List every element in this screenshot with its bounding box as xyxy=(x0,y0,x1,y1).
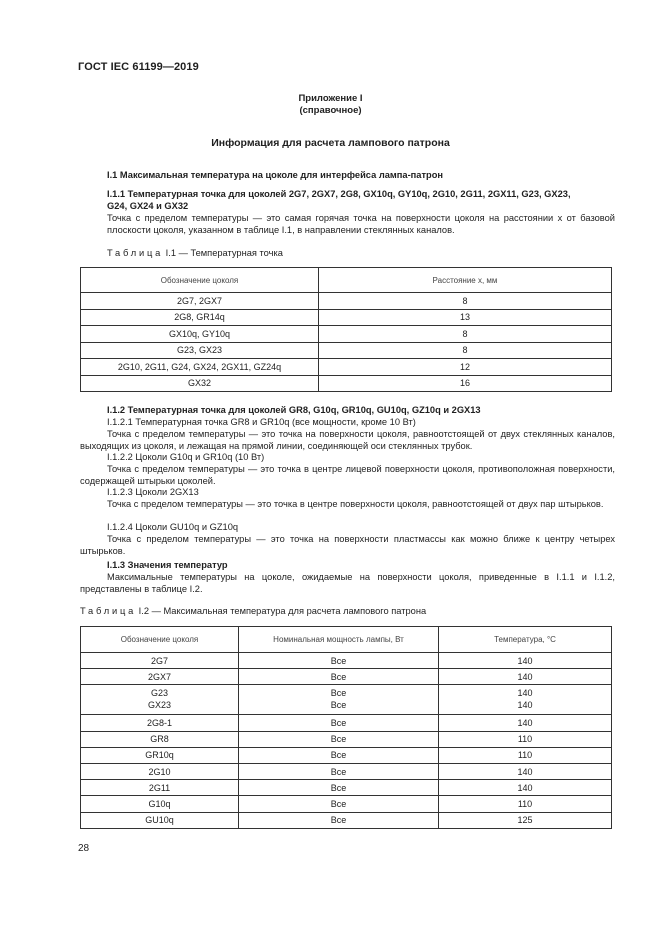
table-row xyxy=(81,375,612,392)
table2-cell-power: Все xyxy=(239,763,439,779)
table1-cell-base: 2G7, 2GX7 xyxy=(81,293,319,310)
table-row xyxy=(81,731,612,747)
table1-cell-base: 2G8, GR14q xyxy=(81,309,319,326)
document-header: ГОСТ IEC 61199—2019 xyxy=(78,61,199,73)
table1-cell-distance: 13 xyxy=(319,309,612,326)
table2-caption-prefix: Таблица xyxy=(80,606,137,616)
table2-cell-power: Все xyxy=(239,653,439,669)
table1-cell-distance: 8 xyxy=(319,293,612,310)
table1-caption xyxy=(107,248,283,258)
section-i121-heading: I.1.2.1 Температурная точка GR8 и GR10q (все мощности, кроме 10 Вт) xyxy=(107,417,416,427)
table-row xyxy=(81,342,612,359)
section-i124-heading: I.1.2.4 Цоколи GU10q и GZ10q xyxy=(107,522,239,532)
table2-cell-power: Все xyxy=(239,780,439,796)
table1-caption-prefix: Таблица xyxy=(107,248,164,258)
table1-cell-distance: 16 xyxy=(319,375,612,392)
section-i122-text: Точка с пределом температуры — это точка в центре лицевой поверхности цоколя, противоположная поверхности, содержащей штырьки цоколей. xyxy=(80,464,615,486)
table1-caption-text: I.1 — Температурная точка xyxy=(165,248,283,258)
table2-header-base: Обозначение цоколя xyxy=(81,627,239,653)
table2-cell-temperature: 140 xyxy=(439,653,612,669)
table2-caption xyxy=(80,606,426,616)
table2-cell-power: Все xyxy=(239,731,439,747)
table2-cell-base: 2GX7 xyxy=(81,669,239,685)
table-row xyxy=(81,669,612,685)
section-i123-text: Точка с пределом температуры — это точка в центре поверхности цоколя, равноотстоящей от двух пар штырьков. xyxy=(107,499,604,509)
table-row xyxy=(81,293,612,310)
section-i122-heading: I.1.2.2 Цоколи G10q и GR10q (10 Вт) xyxy=(107,452,265,462)
table-row xyxy=(81,359,612,376)
table-row xyxy=(81,796,612,812)
table2-cell-power: Все xyxy=(239,812,439,828)
table1-cell-base: GX10q, GY10q xyxy=(81,326,319,343)
table2-cell-temperature: 110 xyxy=(439,796,612,812)
table2-cell-temperature: 110 xyxy=(439,731,612,747)
table1-cell-distance: 8 xyxy=(319,342,612,359)
table2-cell-base xyxy=(81,685,239,715)
section-i13-text: Максимальные температуры на цоколе, ожидаемые на поверхности цоколя, приведенные в I.1.1 и I.1.2, представлены в таблице I.2. xyxy=(80,572,615,594)
section-i11-heading-line2: G24, GX24 и GX32 xyxy=(107,201,189,211)
table-row xyxy=(81,309,612,326)
table-row xyxy=(81,763,612,779)
table2-cell-temperature: 140 xyxy=(439,669,612,685)
table2-cell-power xyxy=(239,685,439,715)
table2-cell-base: 2G7 xyxy=(81,653,239,669)
table1-cell-base: G23, GX23 xyxy=(81,342,319,359)
annex-heading: Информация для расчета лампового патрона xyxy=(211,137,450,149)
table1-header-base: Обозначение цоколя xyxy=(81,268,319,293)
table2-cell-temperature: 140 xyxy=(439,763,612,779)
table2-cell-line: GX23 xyxy=(147,699,171,710)
table2-cell-base: G10q xyxy=(81,796,239,812)
table2-cell-temperature: 140 xyxy=(439,715,612,731)
temperature-point-table xyxy=(80,267,612,392)
max-temperature-table xyxy=(80,626,612,829)
table1-cell-base: GX32 xyxy=(81,375,319,392)
table2-cell-line: Все xyxy=(330,699,347,710)
table-row xyxy=(81,812,612,828)
section-i11-text: Точка с пределом температуры — это самая горячая точка на поверхности цоколя на расстоянии x от базовой плоскости цоколя, указанном в таблице I.1, в направлении стеклянных каналов. xyxy=(107,213,615,235)
section-i124-text: Точка с пределом температуры — это точка на поверхности пластмассы как можно ближе к центру четырех штырьков. xyxy=(80,534,615,556)
table1-header-distance: Расстояние x, мм xyxy=(319,268,612,293)
table-row xyxy=(81,653,612,669)
table2-caption-text: I.2 — Максимальная температура для расчета лампового патрона xyxy=(138,606,427,616)
table2-cell-base: GR8 xyxy=(81,731,239,747)
table2-cell-base: 2G11 xyxy=(81,780,239,796)
table-row xyxy=(81,326,612,343)
table2-cell-base: GU10q xyxy=(81,812,239,828)
section-i121-text: Точка с пределом температуры — это точка на поверхности цоколя, равноотстоящей от двух стеклянных каналов, выходящих из цоколя, и лежащая на прямой линии, соединяющей оси стеклянных трубок. xyxy=(80,429,615,451)
table-row xyxy=(81,715,612,731)
page-number: 28 xyxy=(78,843,90,854)
table2-cell-temperature xyxy=(439,685,612,715)
table-row xyxy=(81,685,612,715)
table2-cell-temperature: 140 xyxy=(439,780,612,796)
table2-header-temperature: Температура, °С xyxy=(439,627,612,653)
table2-cell-base: 2G8-1 xyxy=(81,715,239,731)
table2-header-power: Номинальная мощность лампы, Вт xyxy=(239,627,439,653)
table2-cell-power: Все xyxy=(239,796,439,812)
table1-cell-distance: 12 xyxy=(319,359,612,376)
table2-cell-power: Все xyxy=(239,669,439,685)
table2-cell-base: GR10q xyxy=(81,747,239,763)
table1-cell-base: 2G10, 2G11, G24, GX24, 2GX11, GZ24q xyxy=(81,359,319,376)
section-i11-heading-line1: I.1.1 Температурная точка для цоколей 2G7, 2GX7, 2G8, GX10q, GY10q, 2G10, 2G11, 2GX11, G23, GX23, xyxy=(107,189,571,199)
section-i13-heading: I.1.3 Значения температур xyxy=(107,560,228,570)
table2-cell-base: 2G10 xyxy=(81,763,239,779)
table2-cell-line: G23 xyxy=(150,688,168,699)
section-i12-heading: I.1.2 Температурная точка для цоколей GR8, G10q, GR10q, GU10q, GZ10q и 2GX13 xyxy=(107,405,481,415)
table2-cell-temperature: 110 xyxy=(439,747,612,763)
section-i1-heading: I.1 Максимальная температура на цоколе для интерфейса лампа-патрон xyxy=(107,170,443,180)
table2-cell-line: 140 xyxy=(517,699,533,710)
table-row xyxy=(81,747,612,763)
table2-cell-temperature: 125 xyxy=(439,812,612,828)
table1-cell-distance: 8 xyxy=(319,326,612,343)
table2-cell-power: Все xyxy=(239,747,439,763)
table2-cell-line: Все xyxy=(330,688,347,699)
annex-title: Приложение I xyxy=(298,93,363,104)
table2-cell-line: 140 xyxy=(517,688,533,699)
section-i123-heading: I.1.2.3 Цоколи 2GX13 xyxy=(107,487,199,497)
annex-type: (справочное) xyxy=(299,105,362,116)
table-row xyxy=(81,780,612,796)
table2-cell-power: Все xyxy=(239,715,439,731)
